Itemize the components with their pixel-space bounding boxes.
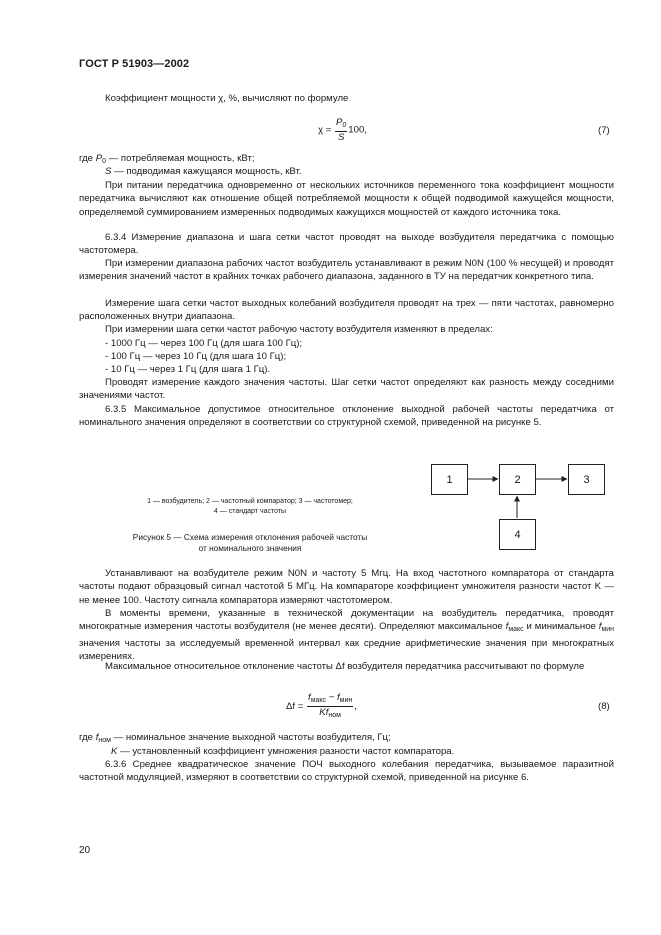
- formula-7-denominator: S: [337, 132, 345, 143]
- block-frequency-standard: 4: [499, 519, 536, 550]
- where-8-text1: — номинальное значение выходной частоты возбудителя, Гц;: [110, 732, 391, 743]
- where-7-symbol2: S: [105, 166, 112, 177]
- block-frequency-meter: 3: [568, 464, 605, 495]
- fmin-symbol: f: [598, 621, 602, 633]
- formula-8-minus: −: [326, 692, 337, 703]
- formula-7-numerator: P: [335, 117, 343, 128]
- formula-8-f2: f: [336, 692, 340, 703]
- figure-5-legend-line2: 4 — стандарт частоты: [213, 508, 287, 515]
- list-item: - 1000 Гц — через 100 Гц (для шага 100 Гц);: [105, 338, 303, 349]
- paragraph-step-grid: Проводят измерение каждого значения частоты. Шаг сетки частот определяют как разность между соседними значениями частот.: [79, 377, 614, 402]
- fmin-sub: мин: [601, 626, 615, 634]
- figure-5-legend-line1: 1 — возбудитель; 2 — частотный компаратор; 3 — частотомер;: [147, 498, 353, 505]
- block-exciter: 1: [431, 464, 468, 495]
- paragraph-max-deviation: Максимальное относительное отклонение частоты Δf возбудителя передатчика рассчитывают по формуле: [105, 661, 585, 672]
- where-8-text2: — установленный коэффициент умножения разности частот компаратора.: [117, 746, 455, 757]
- paragraph-power-sources: При питании передатчика одновременно от нескольких источников переменного тока коэффициент мощности передатчика вычисляют как отношение общей потребляемой мощности к общей подводимой кажущейся мощности, определяемой суммированием измеренных подводимых кажущихся мощностей от каждого источника тока.: [79, 180, 614, 218]
- paragraph-6-3-6: 6.3.6 Среднее квадратическое значение ПОЧ выходного колебания передатчика, вызываемое паразитной частотной модуляцией, измеряют в соответствии со структурной схемой, приведенной на рисунке 6.: [79, 759, 614, 784]
- formula-7-numerator-sub: 0: [342, 122, 347, 129]
- formula-8-sub2: мин: [339, 697, 353, 704]
- intro-text: Коэффициент мощности χ, %, вычисляют по формуле: [105, 93, 349, 104]
- where-7-sub1: 0: [102, 158, 106, 165]
- formula-8-fraction: [307, 692, 353, 721]
- standard-code: ГОСТ Р 51903—2002: [79, 58, 190, 70]
- paragraph-6-3-5: 6.3.5 Максимальное допустимое относительное отклонение выходной рабочей частоты передатчика от номинального значения определяют в соответствии со структурной схемой, приведенной на рисунке 5.: [79, 404, 614, 429]
- paragraph-6-3-4: 6.3.4 Измерение диапазона и шага сетки частот проводят на выходе возбудителя передатчика с помощью частотомера.: [79, 232, 614, 257]
- formula-7-number: (7): [598, 125, 610, 136]
- formula-7-fraction: [335, 117, 347, 143]
- fmax-sub: макс: [508, 626, 524, 634]
- where-8-prefix: где: [79, 732, 94, 743]
- where-7-prefix: где: [79, 153, 94, 164]
- formula-8-lhs: Δf =: [286, 701, 304, 713]
- formula-8-number: (8): [598, 701, 610, 712]
- paragraph-9-part3: значения частоты за исследуемый временной интервал как средние арифметические значения при многократных измерениях.: [79, 637, 614, 662]
- block-frequency-comparator: 2: [499, 464, 536, 495]
- paragraph-9-part2: и минимальное: [526, 621, 596, 633]
- formula-8-den-sub: ном: [328, 712, 341, 719]
- figure-5-caption-line1: Рисунок 5 — Схема измерения отклонения рабочей частоты: [132, 532, 368, 542]
- where-7-line2: [105, 165, 302, 178]
- where-7-text1: — потребляемая мощность, кВт;: [106, 153, 255, 164]
- formula-8-f1: f: [308, 692, 311, 703]
- where-7-text2: — подводимая кажущаяся мощность, кВт.: [111, 166, 302, 177]
- page-number: 20: [79, 845, 91, 856]
- list-item: - 10 Гц — через 1 Гц (для шага 1 Гц).: [105, 364, 271, 375]
- formula-8-tail: ,: [354, 701, 357, 713]
- paragraph-step-limits: При измерении шага сетки частот рабочую частоту возбудителя изменяют в пределах:: [105, 324, 493, 335]
- formula-7-tail: 100,: [348, 124, 367, 136]
- fmax-symbol: f: [505, 621, 509, 633]
- formula-8-den: Kf: [319, 707, 329, 718]
- where-8-symbol2: K: [111, 746, 118, 757]
- formula-7: [318, 117, 367, 143]
- where-8-symbol1: f: [95, 732, 99, 743]
- figure-5-caption-line2: от номинального значения: [198, 543, 302, 553]
- where-8-sub1: ном: [98, 737, 111, 744]
- where-8-line2: [111, 745, 454, 758]
- formula-7-lhs: χ =: [318, 124, 332, 136]
- paragraph-set-mode: Устанавливают на возбудителе режим N0N и частоту 5 Мгц. На вход частотного компаратора от стандарта частоты подают образцовый сигнал частотой 5 МГц. На компараторе коэффициент умножителя разности частот K — не менее 100. Частоту сигнала компаратора измеряют частотомером.: [79, 568, 614, 606]
- paragraph-multiple-measurements: [79, 607, 614, 663]
- paragraph-range-measurement: При измерении диапазона рабочих частот возбудитель устанавливают в режим N0N (100 % несущей) и проводят измерения значений частот в крайних точках рабочего диапазона, заданного в ТУ на передатчик конкретного типа.: [79, 258, 614, 283]
- formula-8: [286, 692, 357, 721]
- where-7-symbol1: P: [95, 153, 103, 164]
- paragraph-step-measurement: Измерение шага сетки частот выходных колебаний возбудителя проводят на трех — пяти частотах, равномерно расположенных внутри диапазона.: [79, 298, 614, 323]
- list-item: - 100 Гц — через 10 Гц (для шага 10 Гц);: [105, 351, 287, 362]
- paragraph-9-part1: В моменты времени, указанные в технической документации на возбудитель передатчика, проводят многократные измерения частоты возбудителя (не менее десяти). Определяют максимальное: [79, 608, 614, 633]
- formula-8-sub1: макс: [310, 697, 327, 704]
